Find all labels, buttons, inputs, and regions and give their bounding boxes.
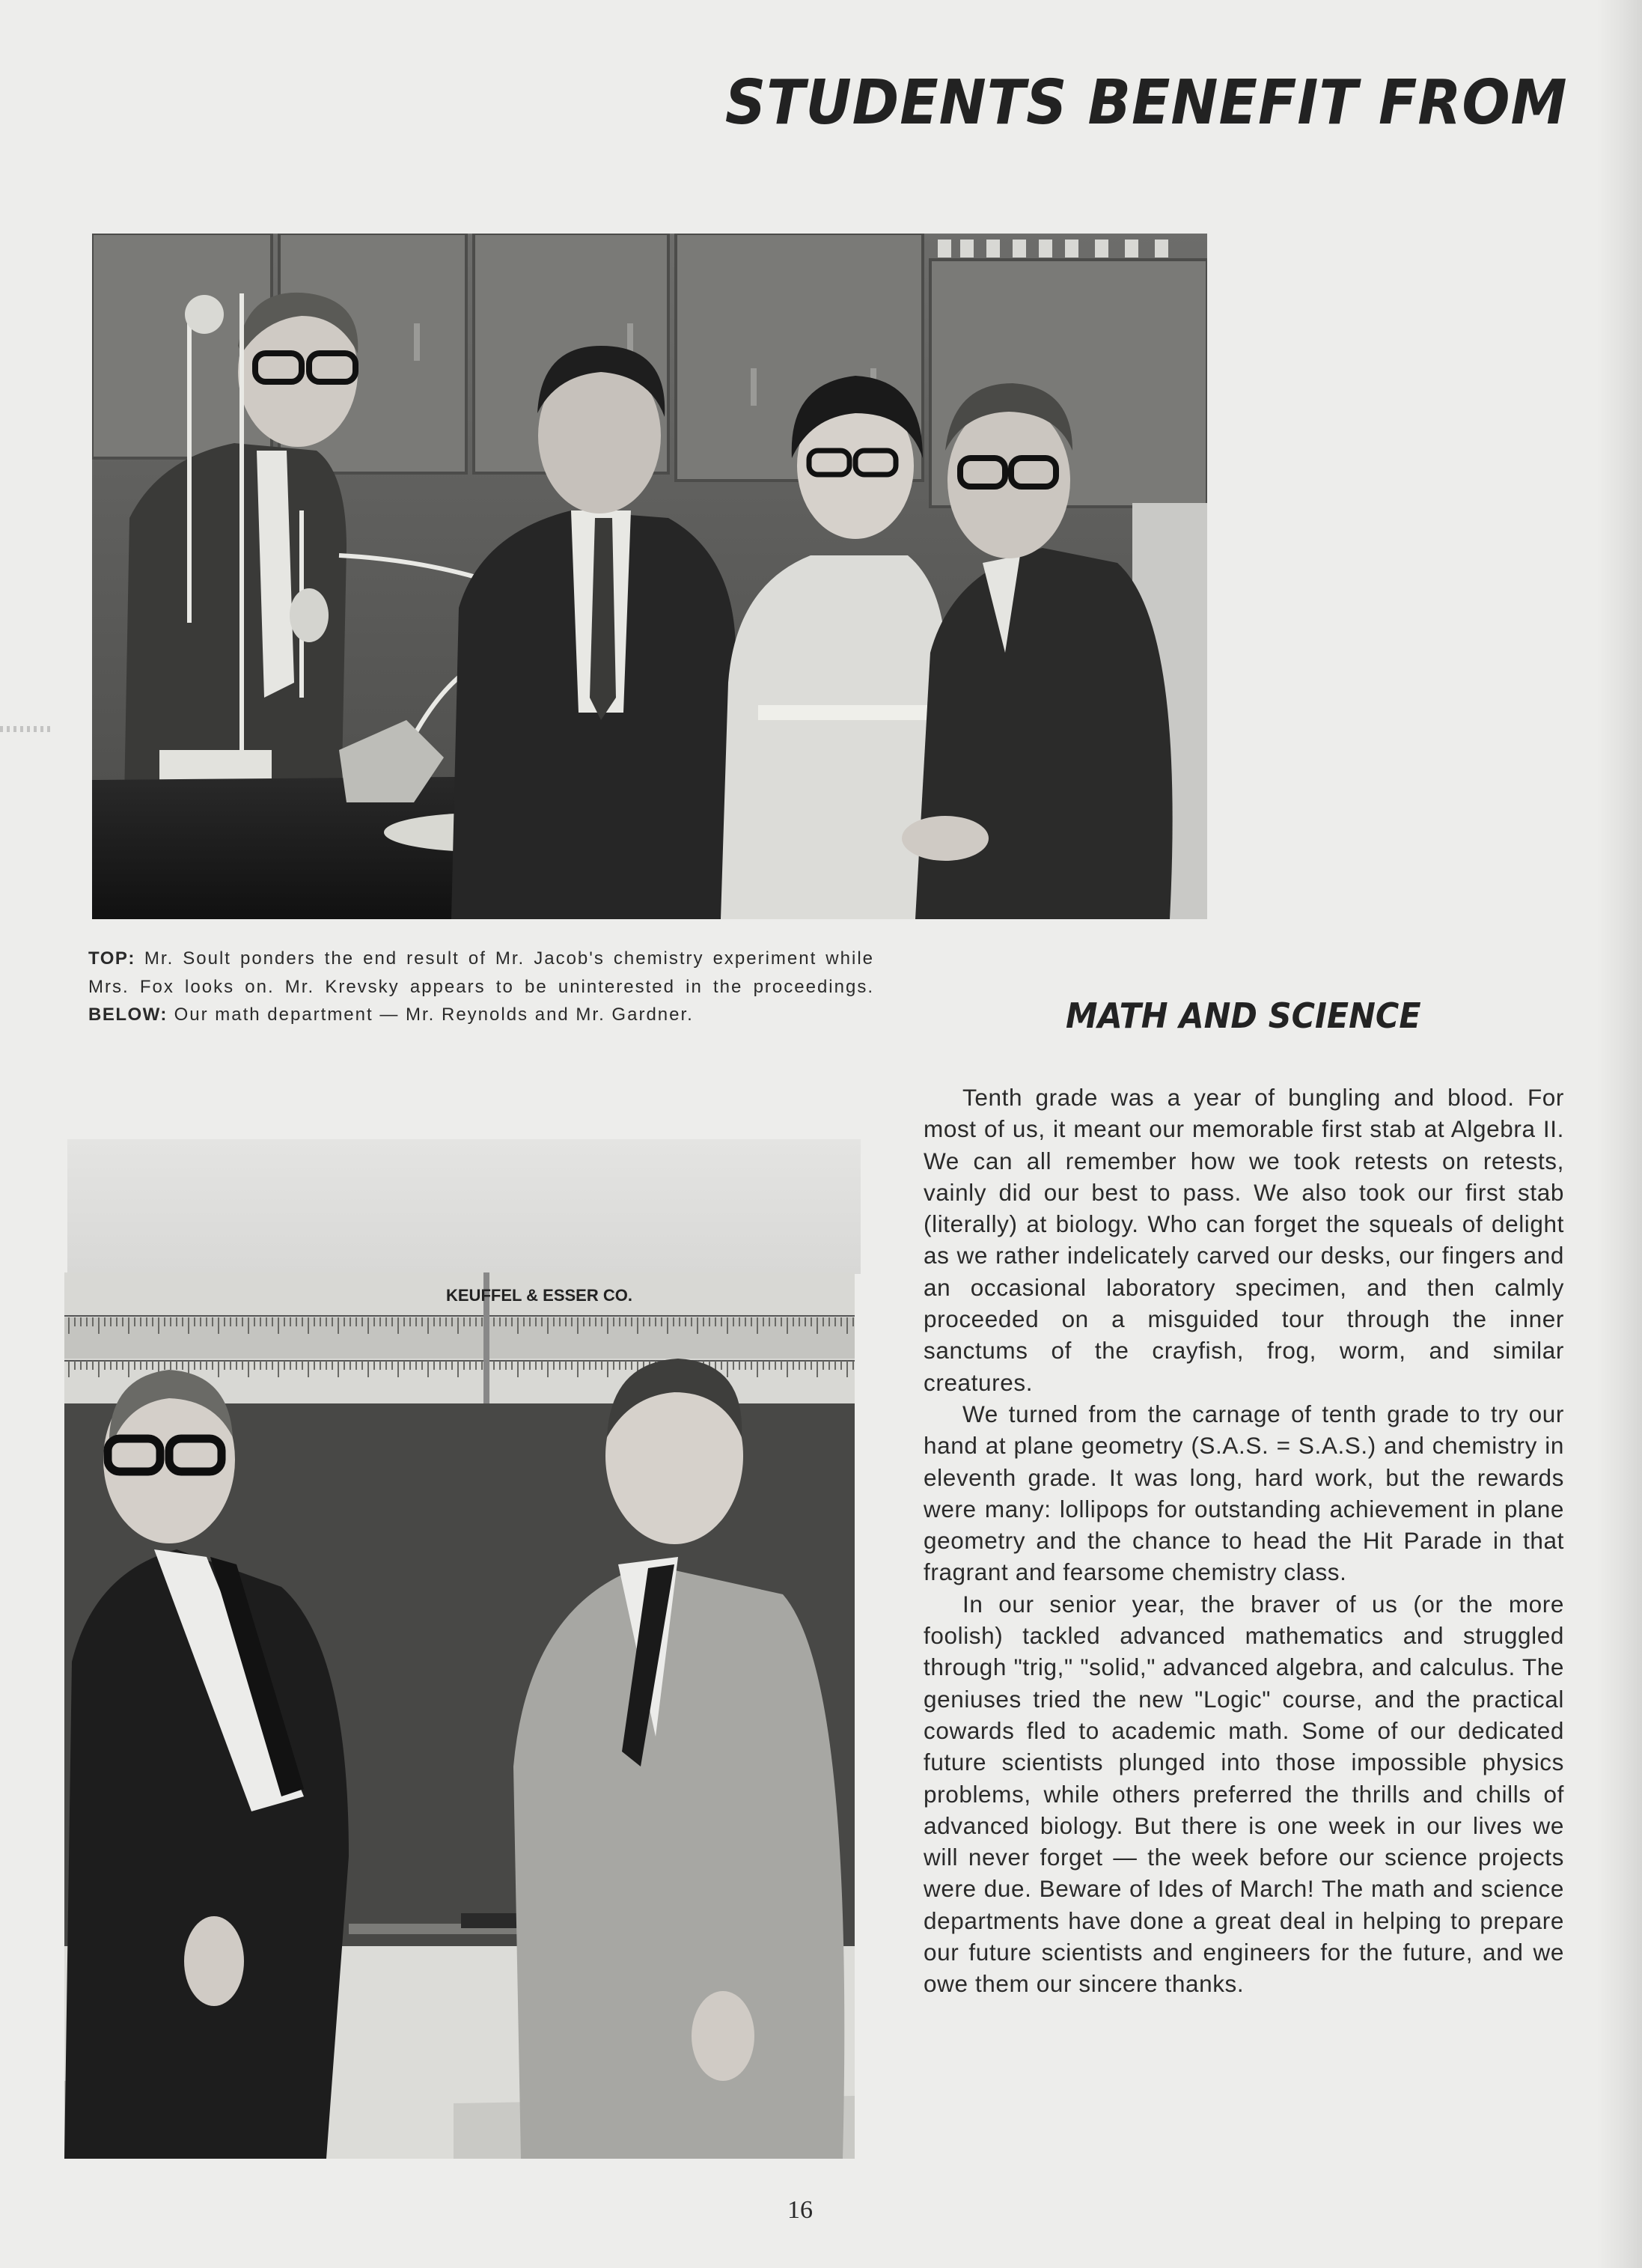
bottom-photo-math-department — [64, 1272, 855, 2159]
article-paragraph-3: In our senior year, the braver of us (or the more foolish) tackled advanced mathematics and struggled through "trig," "solid," advanced algebra, and calculus. The geniuses tried the new "Logic" course, and the practical cowards fled to academic math. Some of our dedicated future scientists plunged into those impossible physics problems, while others preferred the thrills and chills of advanced biology. But there is one week in our lives we will never forget — the week before our science projects were due. Beware of Ides of March! The math and science departments have done a great deal in helping to prepare our future scientists and engineers for the future, and we owe them our sincere thanks. — [924, 1590, 1564, 1998]
bottom-photo-illustration — [64, 1272, 855, 2159]
bottom-photo-margin — [67, 1139, 861, 1274]
article-body — [924, 1082, 1564, 2000]
top-photo-illustration — [92, 234, 1207, 919]
page-headline: STUDENTS BENEFIT FROM — [724, 67, 1567, 138]
caption-below-text: Our math department — Mr. Reynolds and Mr. Gardner. — [174, 1005, 694, 1025]
article-paragraph-1: Tenth grade was a year of bungling and blood. For most of us, it meant our memorable first stab at Algebra II. We can all remember how we took retests on retests, vainly did our best to pass. We also took our first stab (literally) at biology. Who can forget the squeals of delight as we rather indelicately carved our desks, our fingers and an occasional laboratory specimen, and then calmly proceeded on a misguided tour through the inner sanctums of the crayfish, frog, worm, and similar creatures. — [924, 1084, 1564, 1396]
scan-edge-mark — [0, 726, 52, 732]
caption-top-label: TOP: — [88, 948, 135, 969]
slide-rule-brand: KEUFFEL & ESSER CO. — [446, 1286, 632, 1305]
photo-caption — [88, 945, 874, 1029]
caption-below-label: BELOW: — [88, 1005, 168, 1025]
article-paragraph-2: We turned from the carnage of tenth grade to try our hand at plane geometry (S.A.S. = S.A.S.) and chemistry in eleventh grade. It was long, hard work, but the rewards were many: lollipops for outstanding achievement in plane geometry and the chance to head the Hit Parade in that fragrant and fearsome chemistry class. — [924, 1400, 1564, 1586]
caption-top-text: Mr. Soult ponders the end result of Mr. Jacob's chemistry experiment while Mrs. Fox looks on. Mr. Krevsky appears to be uninterested in the proceedings. — [88, 948, 874, 997]
section-subheading: MATH AND SCIENCE — [1066, 996, 1421, 1036]
page-edge-shadow — [1597, 0, 1642, 2268]
top-photo-chemistry-lab — [92, 234, 1207, 919]
page-number: 16 — [787, 2196, 813, 2224]
